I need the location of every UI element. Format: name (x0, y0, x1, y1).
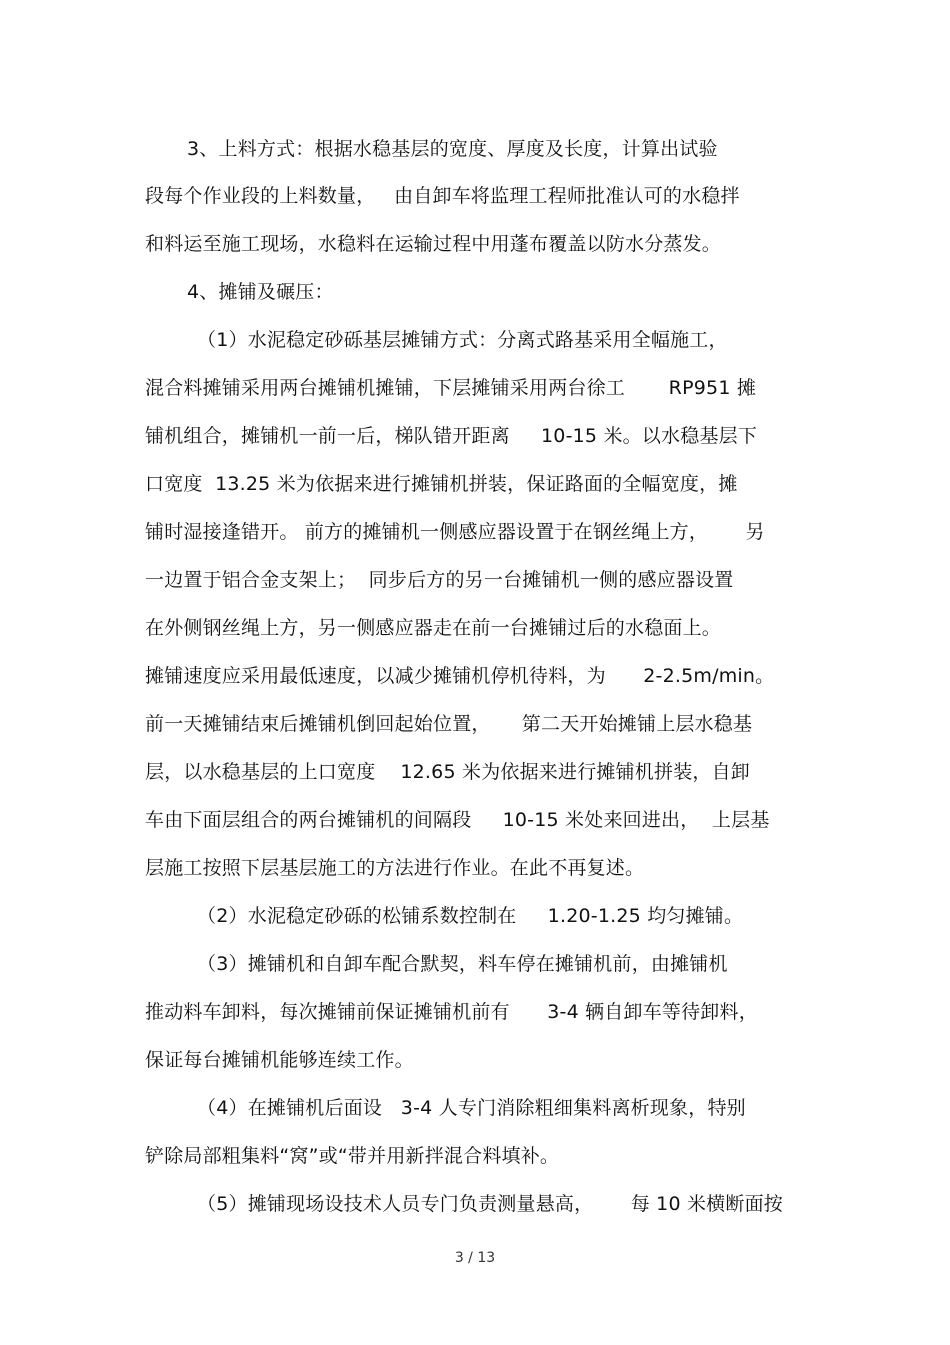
text-line: 铲除局部粗集料“窝”或“带并用新拌混合料填补。 (145, 1145, 560, 1167)
text-line: 混合料摊铺采用两台摊铺机摊铺，下层摊铺采用两台徐工 RP951 摊 (145, 377, 757, 399)
text-line: 口宽度 13.25 米为依据来进行摊铺机拼装，保证路面的全幅宽度，摊 (145, 473, 738, 495)
page-number: 3 / 13 (454, 1250, 496, 1266)
text-line: （4）在摊铺机后面设 3-4 人专门消除粗细集料离析现象，特别 (197, 1097, 746, 1119)
text-line: 车由下面层组合的两台摊铺机的间隔段 10-15 米处来回进出， 上层基 (145, 809, 770, 831)
text-line: 3、上料方式：根据水稳基层的宽度、厚度及长度，计算出试验 (187, 138, 718, 160)
text-line: 摊铺速度应采用最低速度，以减少摊铺机停机待料，为 2-2.5m/min。 (145, 665, 775, 687)
text-line: 段每个作业段的上料数量， 由自卸车将监理工程师批准认可的水稳拌 (145, 185, 740, 207)
text-line: 推动料车卸料，每次摊铺前保证摊铺机前有 3-4 辆自卸车等待卸料， (145, 1001, 758, 1023)
text-line: （5）摊铺现场设技术人员专门负责测量悬高， 每 10 米横断面按 (197, 1193, 783, 1215)
text-line: 铺机组合，摊铺机一前一后，梯队错开距离 10-15 米。以水稳基层下 (145, 425, 758, 447)
text-line: 和料运至施工现场，水稳料在运输过程中用蓬布覆盖以防水分蒸发。 (145, 233, 722, 255)
text-line: （1）水泥稳定砂砾基层摊铺方式：分离式路基采用全幅施工， (197, 329, 728, 351)
text-line: 保证每台摊铺机能够连续工作。 (145, 1049, 414, 1071)
text-line: 4、摊铺及碾压： (187, 281, 334, 303)
text-line: 铺时湿接逢错开。 前方的摊铺机一侧感应器设置于在钢丝绳上方， 另 (145, 521, 765, 543)
text-line: 层施工按照下层基层施工的方法进行作业。在此不再复述。 (145, 857, 645, 879)
text-line: （2）水泥稳定砂砾的松铺系数控制在 1.20-1.25 均匀摊铺。 (197, 905, 744, 927)
text-line: 层，以水稳基层的上口宽度 12.65 米为依据来进行摊铺机拼装，自卸 (145, 761, 750, 783)
text-line: （3）摊铺机和自卸车配合默契，料车停在摊铺机前，由摊铺机 (197, 953, 728, 975)
text-line: 一边置于铝合金支架上； 同步后方的另一台摊铺机一侧的感应器设置 (145, 569, 734, 591)
text-line: 前一天摊铺结束后摊铺机倒回起始位置， 第二天开始摊铺上层水稳基 (145, 713, 753, 735)
text-line: 在外侧钢丝绳上方，另一侧感应器走在前一台摊铺过后的水稳面上。 (145, 617, 722, 639)
